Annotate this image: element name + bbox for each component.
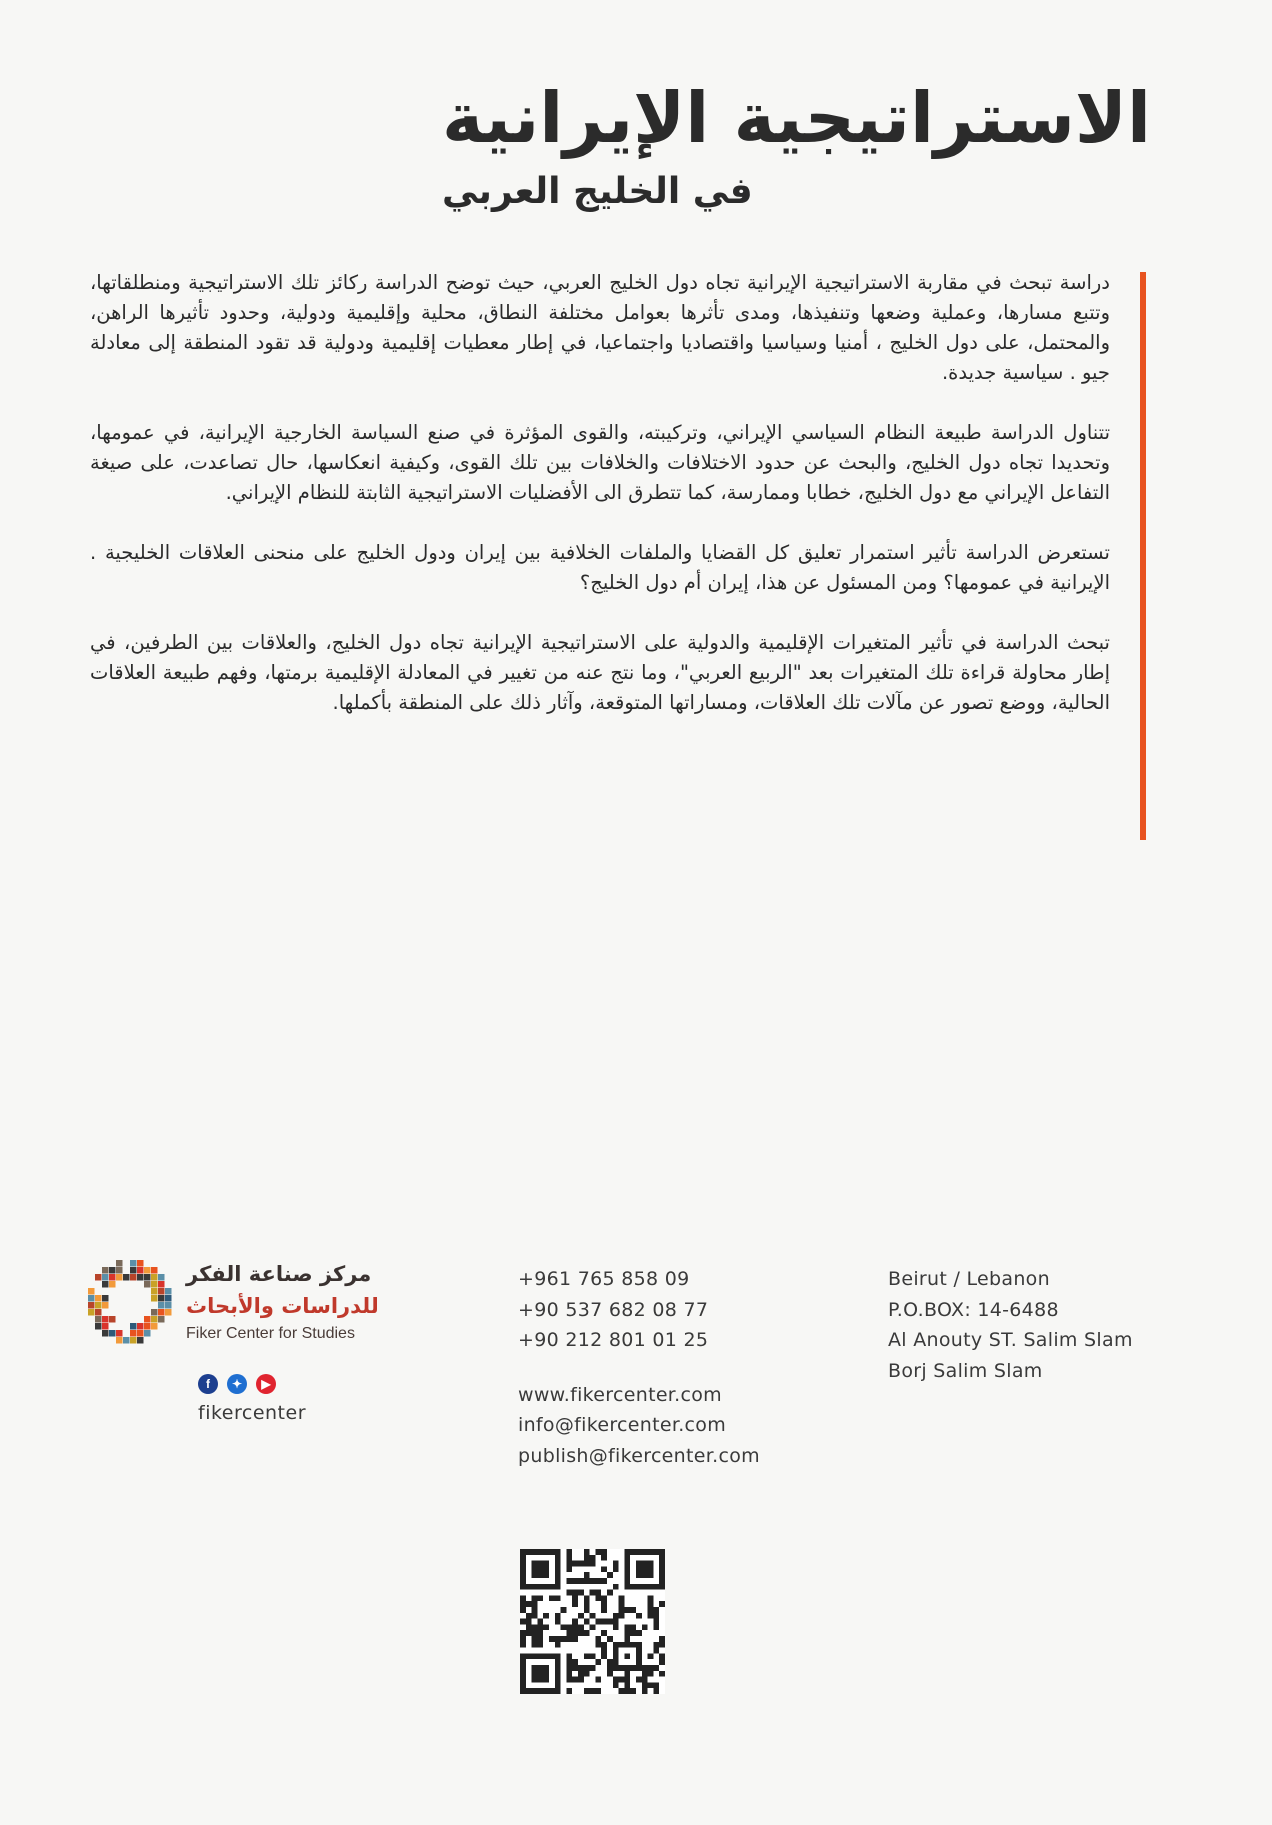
blurb xyxy=(90,268,1110,748)
logo-tile xyxy=(158,1302,165,1309)
qr-module xyxy=(578,1671,584,1677)
social-links xyxy=(198,1374,408,1394)
qr-module xyxy=(619,1677,625,1683)
qr-module xyxy=(642,1682,648,1688)
publisher-name-ar: مركز صناعة الفكر xyxy=(186,1262,372,1286)
qr-module xyxy=(607,1671,613,1677)
qr-module xyxy=(537,1636,543,1642)
qr-code xyxy=(520,1549,665,1694)
qr-module xyxy=(595,1578,601,1584)
logo-tile xyxy=(95,1323,102,1330)
logo-tile xyxy=(102,1302,109,1309)
qr-module xyxy=(595,1677,601,1683)
qr-module xyxy=(566,1659,572,1665)
qr-module xyxy=(572,1659,578,1665)
logo-tile xyxy=(130,1337,137,1344)
logo-tile xyxy=(158,1281,165,1288)
logo-tile xyxy=(95,1309,102,1316)
book-subtitle: في الخليج العربي xyxy=(442,171,753,212)
qr-module xyxy=(595,1636,601,1642)
qr-module xyxy=(590,1653,596,1659)
qr-module xyxy=(566,1566,572,1572)
accent-bar xyxy=(1140,272,1146,840)
social-handle: fikercenter xyxy=(198,1402,307,1424)
logo-tile xyxy=(102,1295,109,1302)
qr-module xyxy=(526,1613,532,1619)
address-line: P.O.BOX: 14-6488 xyxy=(888,1298,1059,1321)
qr-module xyxy=(601,1630,607,1636)
logo-tile xyxy=(88,1288,95,1295)
logo-tile xyxy=(144,1267,151,1274)
qr-module xyxy=(578,1624,584,1630)
qr-module xyxy=(590,1555,596,1561)
qr-module xyxy=(526,1601,532,1607)
qr-module xyxy=(601,1653,607,1659)
logo-tile xyxy=(158,1295,165,1302)
logo-tile xyxy=(109,1316,116,1323)
qr-module xyxy=(653,1682,659,1688)
logo-tile xyxy=(151,1274,158,1281)
logo-tile xyxy=(130,1330,137,1337)
logo-tile xyxy=(144,1330,151,1337)
logo-tile xyxy=(109,1274,116,1281)
qr-module xyxy=(578,1590,584,1596)
qr-module xyxy=(636,1677,642,1683)
logo-tile xyxy=(158,1288,165,1295)
logo-tile xyxy=(137,1337,144,1344)
publisher-name-en: Fiker Center for Studies xyxy=(186,1325,355,1342)
qr-module xyxy=(642,1665,648,1671)
qr-module xyxy=(659,1659,665,1665)
qr-module xyxy=(601,1607,607,1613)
qr-module xyxy=(532,1595,538,1601)
qr-module xyxy=(630,1624,636,1630)
logo-tile xyxy=(88,1295,95,1302)
qr-module xyxy=(624,1677,630,1683)
qr-module xyxy=(537,1624,543,1630)
qr-module xyxy=(590,1665,596,1671)
publisher-block xyxy=(88,1258,408,1426)
qr-module xyxy=(595,1595,601,1601)
qr-module xyxy=(572,1665,578,1671)
logo-tile xyxy=(151,1323,158,1330)
qr-module xyxy=(648,1601,654,1607)
qr-module xyxy=(601,1555,607,1561)
qr-module xyxy=(561,1624,567,1630)
qr-module xyxy=(590,1624,596,1630)
qr-module xyxy=(613,1566,619,1572)
logo-tile xyxy=(88,1302,95,1309)
publisher-logo xyxy=(88,1260,172,1344)
qr-module xyxy=(572,1630,578,1636)
qr-module xyxy=(653,1665,659,1671)
qr-module xyxy=(561,1607,567,1613)
qr-module xyxy=(601,1642,607,1648)
qr-module xyxy=(619,1613,625,1619)
qr-module xyxy=(624,1624,630,1630)
qr-module xyxy=(572,1636,578,1642)
qr-module xyxy=(566,1653,572,1659)
logo-tile xyxy=(158,1316,165,1323)
qr-module xyxy=(520,1630,526,1636)
logo-tile xyxy=(144,1323,151,1330)
qr-module xyxy=(543,1624,549,1630)
logo-tile xyxy=(102,1316,109,1323)
qr-module xyxy=(578,1561,584,1567)
qr-module xyxy=(630,1688,636,1694)
qr-module xyxy=(566,1549,572,1555)
qr-module xyxy=(537,1642,543,1648)
logo-tile xyxy=(151,1316,158,1323)
logo-tile xyxy=(116,1260,123,1267)
publisher-names xyxy=(186,1258,379,1346)
qr-module xyxy=(613,1677,619,1683)
qr-module xyxy=(624,1607,630,1613)
logo-tile xyxy=(151,1281,158,1288)
logo-tile xyxy=(137,1274,144,1281)
logo-tile xyxy=(151,1288,158,1295)
qr-module xyxy=(584,1607,590,1613)
qr-module xyxy=(595,1549,601,1555)
qr-module xyxy=(537,1619,543,1625)
qr-module xyxy=(584,1619,590,1625)
logo-tile xyxy=(116,1267,123,1274)
qr-module xyxy=(624,1682,630,1688)
logo-tile xyxy=(130,1260,137,1267)
qr-module xyxy=(520,1619,526,1625)
qr-module xyxy=(566,1561,572,1567)
qr-module xyxy=(537,1595,543,1601)
qr-module xyxy=(578,1665,584,1671)
qr-module xyxy=(555,1619,561,1625)
qr-module xyxy=(636,1561,653,1578)
qr-module xyxy=(590,1688,596,1694)
logo-tile xyxy=(116,1337,123,1344)
qr-module xyxy=(601,1601,607,1607)
logo-tile xyxy=(165,1288,172,1295)
logo-tile xyxy=(102,1274,109,1281)
publisher-subname-ar: للدراسات والأبحاث xyxy=(186,1294,379,1318)
logo-tile xyxy=(130,1274,137,1281)
qr-module xyxy=(555,1613,561,1619)
qr-module xyxy=(572,1595,578,1601)
qr-module xyxy=(619,1595,625,1601)
qr-module xyxy=(630,1630,636,1636)
qr-module xyxy=(532,1561,549,1578)
web-contacts xyxy=(518,1380,760,1472)
qr-module xyxy=(584,1630,590,1636)
phone-number: +90 537 682 08 77 xyxy=(518,1298,709,1321)
logo-tile xyxy=(116,1330,123,1337)
qr-module xyxy=(619,1601,625,1607)
address-line: Beirut / Lebanon xyxy=(888,1268,1050,1290)
qr-module xyxy=(659,1642,665,1648)
phone-number: +961 765 858 09 xyxy=(518,1268,690,1290)
qr-module xyxy=(572,1601,578,1607)
qr-module xyxy=(572,1578,578,1584)
qr-module xyxy=(613,1619,619,1625)
cover-title-block xyxy=(442,70,1152,218)
qr-module xyxy=(648,1613,654,1619)
qr-module xyxy=(590,1590,596,1596)
contact-column xyxy=(518,1264,760,1471)
qr-module xyxy=(532,1613,538,1619)
logo-tile xyxy=(165,1309,172,1316)
qr-module xyxy=(648,1607,654,1613)
qr-module xyxy=(624,1630,630,1636)
qr-module xyxy=(532,1630,538,1636)
qr-module xyxy=(648,1671,654,1677)
qr-module xyxy=(584,1671,590,1677)
facebook-icon[interactable]: f xyxy=(198,1374,218,1394)
qr-module xyxy=(532,1601,538,1607)
qr-module xyxy=(607,1590,613,1596)
qr-module xyxy=(566,1665,572,1671)
postal-address xyxy=(888,1264,1133,1386)
qr-module xyxy=(607,1659,613,1665)
qr-module xyxy=(572,1590,578,1596)
qr-module xyxy=(584,1653,590,1659)
publisher-identity xyxy=(88,1258,408,1346)
qr-module xyxy=(584,1572,590,1578)
qr-module xyxy=(584,1595,590,1601)
youtube-icon[interactable]: ▶ xyxy=(256,1374,276,1394)
qr-module xyxy=(572,1561,578,1567)
qr-module xyxy=(642,1677,648,1683)
logo-tile xyxy=(130,1267,137,1274)
qr-module xyxy=(601,1595,607,1601)
qr-module xyxy=(584,1578,590,1584)
qr-module xyxy=(595,1659,601,1665)
qr-module xyxy=(578,1613,584,1619)
qr-module xyxy=(653,1642,659,1648)
qr-module xyxy=(566,1677,572,1683)
qr-module xyxy=(653,1607,659,1613)
website-link[interactable]: www.fikercenter.com xyxy=(518,1383,722,1406)
qr-module xyxy=(590,1561,596,1567)
qr-module xyxy=(566,1630,572,1636)
logo-tile xyxy=(158,1309,165,1316)
logo-tile xyxy=(109,1267,116,1274)
qr-module xyxy=(624,1636,630,1642)
qr-module xyxy=(532,1624,538,1630)
qr-module xyxy=(555,1636,561,1642)
qr-module xyxy=(607,1619,613,1625)
qr-module xyxy=(526,1624,532,1630)
email-link[interactable]: info@fikercenter.com xyxy=(518,1414,727,1436)
qr-module xyxy=(590,1613,596,1619)
email-link[interactable]: publish@fikercenter.com xyxy=(518,1444,760,1467)
logo-tile xyxy=(137,1267,144,1274)
qr-module xyxy=(584,1688,590,1694)
qr-module xyxy=(566,1624,572,1630)
qr-module xyxy=(520,1601,526,1607)
qr-module xyxy=(613,1584,619,1590)
qr-module xyxy=(613,1682,619,1688)
logo-tile xyxy=(95,1316,102,1323)
qr-module xyxy=(636,1613,642,1619)
qr-module xyxy=(572,1624,578,1630)
logo-tile xyxy=(165,1302,172,1309)
qr-module xyxy=(555,1595,561,1601)
qr-module xyxy=(532,1607,538,1613)
logo-tile xyxy=(158,1274,165,1281)
qr-module xyxy=(653,1648,659,1654)
address-line: Al Anouty ST. Salim Slam xyxy=(888,1329,1133,1351)
qr-module xyxy=(653,1613,659,1619)
qr-module xyxy=(520,1595,526,1601)
qr-module xyxy=(572,1619,578,1625)
qr-module xyxy=(648,1653,654,1659)
qr-module xyxy=(584,1555,590,1561)
qr-module xyxy=(584,1601,590,1607)
qr-module xyxy=(648,1595,654,1601)
logo-tile xyxy=(116,1274,123,1281)
logo-tile xyxy=(123,1274,130,1281)
logo-tile xyxy=(144,1316,151,1323)
qr-module xyxy=(578,1578,584,1584)
qr-module xyxy=(561,1636,567,1642)
qr-module xyxy=(642,1688,648,1694)
blurb-paragraph: تبحث الدراسة في تأثير المتغيرات الإقليمية والدولية على الاستراتيجية الإيرانية تجاه دول الخليج، والعلاقات بين الطرفين، في إطار محاولة قراءة تلك المتغيرات بعد "الربيع العربي"، وما نتج عنه من تغيير في المعادلة الإقليمية برمتها، وفهم طبيعة العلاقات الحالية، ووضع تصور عن مآلات تلك العلاقات، ومساراتها المتوقعة، وآثار ذلك على المنطقة بأكملها. xyxy=(90,631,1110,714)
logo-tile xyxy=(137,1330,144,1337)
qr-module xyxy=(653,1619,659,1625)
logo-tile xyxy=(95,1274,102,1281)
qr-module xyxy=(619,1688,625,1694)
logo-tile xyxy=(165,1295,172,1302)
qr-module xyxy=(601,1578,607,1584)
logo-tile xyxy=(137,1323,144,1330)
qr-module xyxy=(624,1653,630,1659)
qr-module xyxy=(607,1665,613,1671)
logo-tile xyxy=(88,1309,95,1316)
logo-tile xyxy=(109,1281,116,1288)
qr-module xyxy=(648,1682,654,1688)
logo-tile xyxy=(95,1295,102,1302)
qr-module xyxy=(601,1549,607,1555)
qr-module xyxy=(624,1671,630,1677)
qr-module xyxy=(613,1624,619,1630)
logo-tile xyxy=(102,1330,109,1337)
logo-tile xyxy=(144,1281,151,1288)
qr-module xyxy=(578,1677,584,1683)
qr-module xyxy=(613,1561,619,1567)
qr-module xyxy=(572,1677,578,1683)
logo-tile xyxy=(95,1302,102,1309)
qr-module xyxy=(659,1601,665,1607)
logo-tile xyxy=(102,1281,109,1288)
qr-module xyxy=(648,1665,654,1671)
logo-tile xyxy=(151,1309,158,1316)
qr-module xyxy=(630,1607,636,1613)
logo-tile xyxy=(102,1267,109,1274)
qr-module xyxy=(566,1636,572,1642)
phone-list xyxy=(518,1264,760,1356)
qr-module xyxy=(520,1636,526,1642)
qr-module xyxy=(601,1648,607,1654)
qr-module xyxy=(584,1549,590,1555)
phone-number: +90 212 801 01 25 xyxy=(518,1329,709,1351)
qr-module xyxy=(566,1688,572,1694)
qr-module xyxy=(595,1619,601,1625)
qr-module xyxy=(526,1619,532,1625)
logo-tile xyxy=(137,1260,144,1267)
qr-module xyxy=(566,1555,572,1561)
twitter-icon[interactable]: ✦ xyxy=(227,1374,247,1394)
logo-tile xyxy=(102,1323,109,1330)
logo-tile xyxy=(130,1323,137,1330)
qr-module xyxy=(566,1590,572,1596)
qr-module xyxy=(659,1671,665,1677)
qr-module xyxy=(613,1613,619,1619)
blurb-paragraph: تستعرض الدراسة تأثير استمرار تعليق كل القضايا والملفات الخلافية بين إيران ودول الخليج على منحنى العلاقات الخليجية . الإيرانية في عمومها؟ ومن المسئول عن هذا، إيران أم دول الخليج؟ xyxy=(90,541,1110,594)
blurb-paragraph: تتناول الدراسة طبيعة النظام السياسي الإيراني، وتركيبته، والقوى المؤثرة في صنع السياسة الخارجية الإيرانية، في عمومها، وتحديدا تجاه دول الخليج، والبحث عن حدود الاختلافات والخلافات بين تلك القوى، وكيفية انعكاسها، حال تصاعدت، على صيغة التفاعل الإيراني مع دول الخليج، خطابا وممارسة، كما تتطرق الى الأفضليات الاستراتيجية الثابتة للنظام الإيراني. xyxy=(90,421,1110,504)
logo-tile xyxy=(144,1274,151,1281)
qr-module xyxy=(595,1642,601,1648)
qr-module xyxy=(549,1595,555,1601)
qr-module xyxy=(532,1636,538,1642)
qr-module xyxy=(595,1688,601,1694)
qr-module xyxy=(642,1671,648,1677)
qr-module xyxy=(642,1624,648,1630)
qr-module xyxy=(566,1578,572,1584)
qr-module xyxy=(636,1630,642,1636)
qr-module xyxy=(624,1688,630,1694)
qr-module xyxy=(520,1607,526,1613)
qr-module xyxy=(607,1636,613,1642)
logo-tile xyxy=(123,1337,130,1344)
qr-module xyxy=(526,1630,532,1636)
blurb-paragraph: دراسة تبحث في مقاربة الاستراتيجية الإيرانية تجاه دول الخليج العربي، حيث توضح الدراسة ركائز تلك الاستراتيجية ومنطلقاتها، وتتبع مسارها، وعملية وضعها وتنفيذها، ومدى تأثرها بعوامل مختلفة النطاق، محلية وإقليمية ودولية، وحدود تأثيرها الراهن، والمحتمل، على دول الخليج ، أمنيا وسياسيا واقتصاديا واجتماعيا، في إطار معطيات إقليمية ودولية قد تقود المنطقة إلى معادلة جيو . سياسية جديدة. xyxy=(90,271,1110,384)
book-title: الاستراتيجية الإيرانية xyxy=(442,77,1152,159)
qr-module xyxy=(566,1671,572,1677)
qr-module xyxy=(584,1665,590,1671)
qr-module xyxy=(555,1642,561,1648)
qr-module xyxy=(578,1630,584,1636)
qr-module xyxy=(520,1642,526,1648)
qr-module xyxy=(532,1642,538,1648)
address-line: Borj Salim Slam xyxy=(888,1359,1043,1382)
qr-module xyxy=(653,1624,659,1630)
qr-module xyxy=(532,1665,549,1682)
qr-module xyxy=(595,1590,601,1596)
qr-module xyxy=(601,1566,607,1572)
qr-module xyxy=(619,1607,625,1613)
qr-module xyxy=(607,1572,613,1578)
logo-tile xyxy=(151,1295,158,1302)
qr-module xyxy=(601,1619,607,1625)
qr-module xyxy=(549,1636,555,1642)
qr-module xyxy=(659,1636,665,1642)
qr-module xyxy=(584,1561,590,1567)
qr-module xyxy=(659,1653,665,1659)
logo-tile xyxy=(151,1267,158,1274)
qr-module xyxy=(543,1613,549,1619)
qr-module xyxy=(653,1688,659,1694)
qr-module xyxy=(590,1578,596,1584)
logo-tile xyxy=(109,1330,116,1337)
qr-module xyxy=(537,1630,543,1636)
